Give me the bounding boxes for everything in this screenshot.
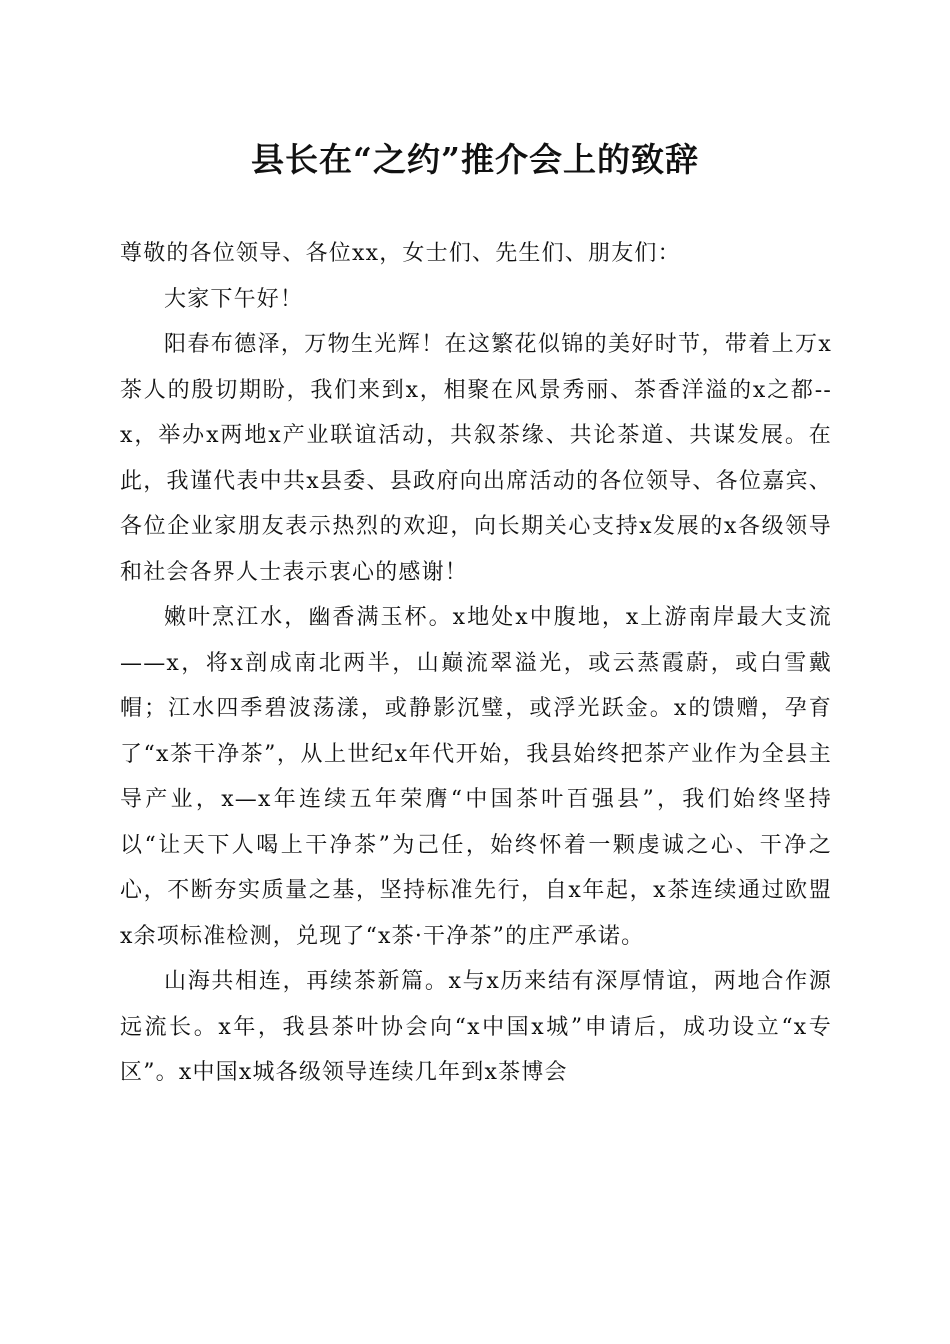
salutation: 尊敬的各位领导、各位xx，女士们、先生们、朋友们： bbox=[120, 241, 681, 266]
document-title: 县长在“之约”推介会上的致辞 bbox=[251, 140, 699, 179]
greeting: 大家下午好！ bbox=[164, 286, 304, 312]
paragraph: 山海共相连，再续茶新篇。x与x历来结有深厚情谊，两地合作源远流长。x年，我县茶叶协会向“x中国x城”申请后，成功设立“x专区”。x中国x城各级领导连续几年到x茶博会 bbox=[120, 969, 832, 1085]
paragraph: 嫩叶烹江水，幽香满玉杯。x地处x中腹地，x上游南岸最大支流——x，将x剖成南北两半，山巅流翠溢光，或云蒸霞蔚，或白雪戴帽；江水四季碧波荡漾，或静影沉璧，或浮光跃金。x的馈赠，孕育了“x茶干净茶”，从上世纪x年代开始，我县始终把茶产业作为全县主导产业，x—x年连续五年荣膺“中国茶叶百强县”，我们始终坚持以“让天下人喝上干净茶”为己任，始终怀着一颗虔诚之心、干净之心，不断夯实质量之基，坚持标准先行，自x年起，x茶连续通过欧盟x余项标准检测，兑现了“x茶·干净茶”的庄严承诺。 bbox=[120, 605, 832, 949]
paragraph: 阳春布德泽，万物生光辉！在这繁花似锦的美好时节，带着上万x茶人的殷切期盼，我们来到x，相聚在风景秀丽、茶香洋溢的x之都--x，举办x两地x产业联谊活动，共叙茶缘、共论茶道、共谋发展。在此，我谨代表中共x县委、县政府向出席活动的各位领导、各位嘉宾、各位企业家朋友表示热烈的欢迎，向长期关心支持x发展的x各级领导和社会各界人士表示衷心的感谢！ bbox=[120, 332, 832, 585]
document-body bbox=[120, 231, 832, 1096]
